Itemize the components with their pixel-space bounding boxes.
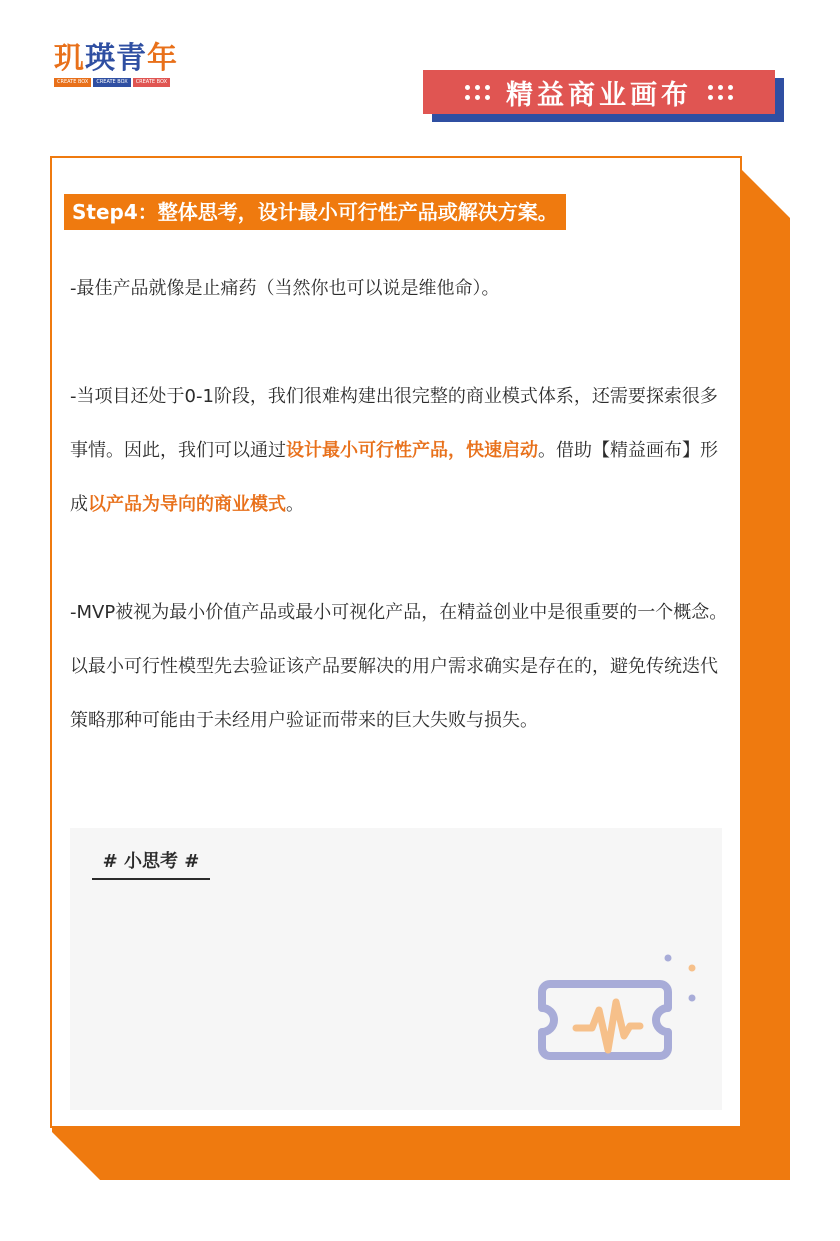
paragraph-3: -MVP被视为最小价值产品或最小可视化产品，在精益创业中是很重要的一个概念。以最小可行性模型先去验证该产品要解决的用户需求确实是存在的，避免传统迭代策略那种可能由于未经用户验证而带来的巨大失败与损失。 bbox=[70, 602, 728, 731]
step-title: Step4：整体思考，设计最小可行性产品或解决方案。 bbox=[64, 194, 566, 230]
header-badge bbox=[423, 70, 775, 114]
logo-char: 玑 bbox=[54, 41, 85, 76]
logo-char: 瑛 bbox=[85, 41, 116, 76]
logo-tag: CREATE BOX bbox=[93, 78, 130, 87]
logo-char: 青 bbox=[116, 41, 147, 76]
logo-char: 年 bbox=[147, 41, 178, 76]
logo-tag: CREATE BOX bbox=[54, 78, 91, 87]
dots-left-icon bbox=[465, 85, 490, 100]
logo-tag: CREATE BOX bbox=[133, 78, 170, 87]
paragraph-2-text: -当项目还处于0-1阶段，我们很难构建出很完整的商业模式体系，还需要探索很多事情。因此，我们可以通过 bbox=[70, 386, 718, 461]
paragraph-2-text: 。 bbox=[286, 494, 304, 515]
header-title: 精益商业画布 bbox=[506, 79, 692, 111]
paragraph-1: -最佳产品就像是止痛药（当然你也可以说是维他命）。 bbox=[70, 278, 500, 299]
highlight-business-model: 以产品为导向的商业模式 bbox=[88, 494, 286, 515]
paragraph-2 bbox=[70, 370, 730, 532]
brand-logo bbox=[54, 42, 186, 87]
logo-tags bbox=[54, 78, 186, 87]
ticket-pulse-icon bbox=[536, 950, 706, 1090]
dots-right-icon bbox=[708, 85, 733, 100]
think-title: # 小思考 # bbox=[92, 846, 210, 880]
highlight-mvp-launch: 设计最小可行性产品，快速启动 bbox=[286, 440, 538, 461]
paragraph-2-text: 。借助【精益画布】形成 bbox=[70, 440, 718, 515]
logo-wordmark bbox=[54, 42, 186, 76]
